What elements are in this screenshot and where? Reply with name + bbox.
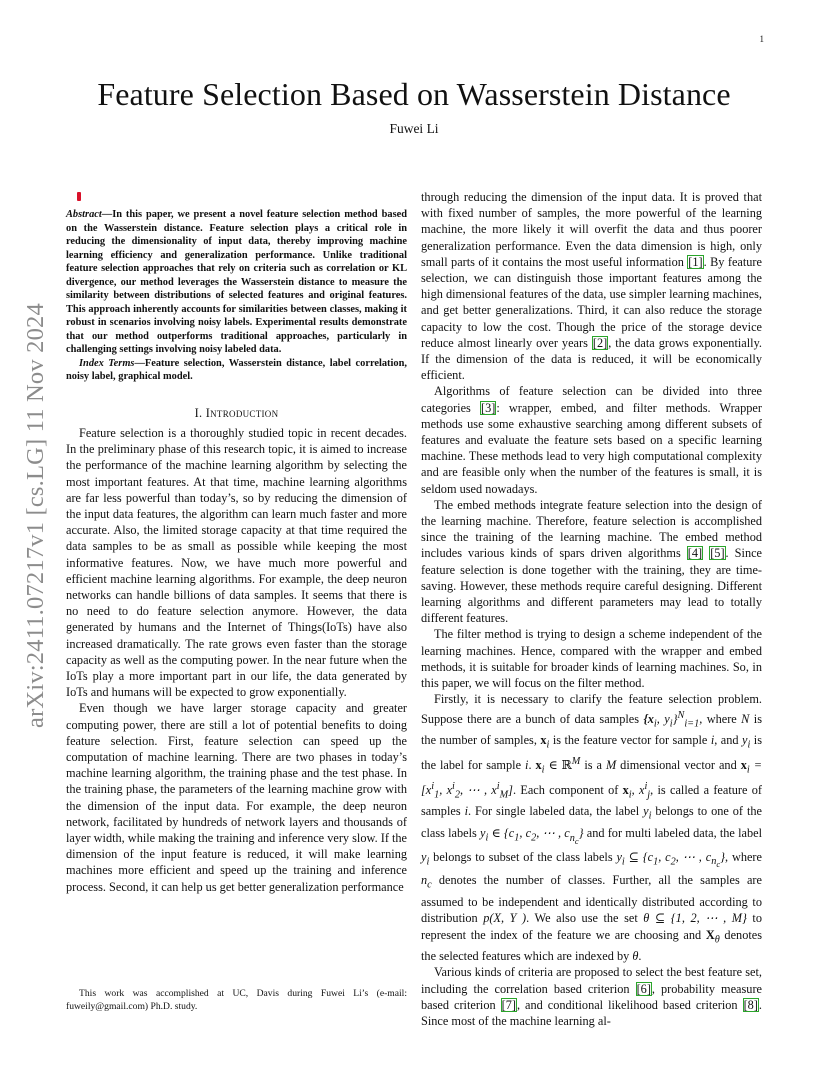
paper-title: Feature Selection Based on Wasserstein Distance xyxy=(97,76,731,112)
citation-link[interactable]: [6] xyxy=(636,981,651,996)
body-paragraph-embed: The embed methods integrate feature selection into the design of the learning machine. Therefore, feature selection is accomplished since the training of the learning machine. The embed method includes various kinds of spars driven algorithms [4] [5]. Since feature selection is done together with the training, they are time-saving. However, these methods require careful designing. Different learning algorithms and different parameters may lead to totally different features. xyxy=(421,497,763,626)
page-number: 1 xyxy=(759,34,764,44)
section-heading xyxy=(66,405,407,421)
citation-link[interactable]: [8] xyxy=(743,997,758,1012)
intro-paragraph-1: Feature selection is a thoroughly studied topic in recent decades. In the preliminary phase of this research topic, it is aimed to increase the performance of the machine learning algorithm by selecting the most important features. At that time, machine learning algorithms are far less powerful than today’s, so by reducing the dimension of the input data features, the algorithm can learn much faster and more accurate. Also, the limited storage capacity at that time required the data samples to be as small as possible while keeping the most informative features. Now, we have much more powerful and efficient machine learning algorithms. For example, the deep neuron networks can handle billions of data samples. It seems that there is no need to do feature selection anymore. However, the data generated by humans and the Internet of Things(IoTs) have also increased dramatically. The rate grows even faster than the storage capacity as well as the computing power. In the near future when the IoTs play a more important part in our life, the data generated by IoTs and humans will be expected to grow exponentially. xyxy=(66,425,407,700)
footnote: This work was accomplished at UC, Davis during Fuwei Li’s (e-mail: fuweily@gmail.com) Ph.D. study. xyxy=(66,988,407,1012)
arxiv-identifier-stamp: arXiv:2411.07217v1 [cs.LG] 11 Nov 2024 xyxy=(22,303,49,728)
abstract xyxy=(66,208,407,357)
citation-link[interactable]: [4] xyxy=(687,546,703,561)
left-column xyxy=(66,192,407,895)
body-paragraph-filter: The filter method is trying to design a scheme independent of the learning machines. Hence, compared with the wrapper and embed methods, it is suitable for broader kinds of learning machines. So, in this paper, we will focus on the filter method. xyxy=(421,627,762,691)
body-paragraph-categories: Algorithms of feature selection can be divided into three categories [3]: wrapper, embed, and filter methods. Wrapper methods use some exhaustive searching among different subsets of features and evaluate the feature sets based on a specific learning machine. These methods lead to very high computational complexity and are feasible only when the number of the features is small, it is seldom used nowadays. xyxy=(421,384,762,496)
index-terms-lead: Index Terms xyxy=(79,357,135,369)
body-paragraph-problem: Firstly, it is necessary to clarify the feature selection problem. Suppose there are a bunch of data samples {$x_i$, $y_i\}^N_{i=1}$, where N is the number of samples, $x_i$ is the feature vector for sample i, and $y_i$ is the label for sample i. $x_i$ ∈ ℝ$^M$ is a M dimensional vector and $x_i = [x^i_1$, $x^i_2$, ⋯ , $x^i_M$]. Each component of $x_i$, $x^i_j$, is called a feature of samples i. For single labeled data, the label $y_i$ belongs to one of the class labels $y_i$ ∈ {$c_1$, $c_2$, ⋯ , $c_{n_c}$} and for multi labeled data, the label $y_i$ belongs to subset of the class labels $y_i$ ⊆ {$c_1$, $c_2$, ⋯ , $c_{n_c}$}, where $n_c$ denotes the number of classes. Further, all the samples are assumed to be independent and identically distributed according to distribution p(X, Y ). We also use the set θ ⊆ {1, 2, ⋯ , M} to represent the index of the feature we are choosing and $X_\theta$ denotes the selected features which are indexed by θ. xyxy=(421,692,763,964)
body-paragraph-criteria: Various kinds of criteria are proposed to select the best feature set, including the correlation based criterion [6], probability measure based criterion [7], and conditional likelihood based criterion [8]. Since most of the machine learning al- xyxy=(421,965,762,1028)
index-terms xyxy=(66,357,407,384)
paper-author: Fuwei Li xyxy=(389,121,439,136)
body-paragraph-continued: through reducing the dimension of the input data. It is proved that with fixed number of samples, the more powerful of the learning machine, the more likely it will overfit the data and thus poorer generalization performance. Even the data dimension is high, only small parts of it contains the most useful information [1]. By feature selection, we can distinguish those important features among the high dimensional features of the data, use simpler learning machines, and get better generalizations. Third, it can also reduce the storage capacity to low the cost. Though the price of the storage device reduce almost linearly over years [2], the data grows exponentially. If the dimension of the data is reduced, it will be economically efficient. xyxy=(421,190,763,383)
citation-link[interactable]: [7] xyxy=(501,997,516,1012)
abstract-lead: Abstract xyxy=(66,209,102,221)
citation-link[interactable]: [3] xyxy=(480,400,496,415)
citation-link[interactable]: [5] xyxy=(710,546,725,561)
citation-link[interactable]: [2] xyxy=(592,335,608,350)
section-number: I. xyxy=(194,405,203,420)
index-terms-text: —Feature selection, Wasserstein distance, label correlation, noisy label, graphical model. xyxy=(66,357,407,383)
section-title: Introduction xyxy=(205,405,279,420)
right-column xyxy=(421,189,762,1029)
citation-link[interactable]: [1] xyxy=(688,254,703,269)
intro-paragraph-2: Even though we have larger storage capacity and greater computing power, there are still a lot of potential benefits to doing feature selection. First, feature selection can speed up the computation of machine learning. There are two phases in today’s machine learning algorithm, the training phase and the test phase. In the training phase, the parameters of the learning machine grow with the dimension of the input data. For example, the deep neuron network, facilitated by hundreds of network layers and thousands of layer width, while making the training and inference very slow. If the dimension of the input feature is reduced, it will make learning machines more efficient and speed up the training and inference process. Second, it can help us get better generalization performance xyxy=(66,701,408,894)
annotation-marker-icon xyxy=(77,192,81,201)
abstract-text: —In this paper, we present a novel feature selection method based on the Wasserstein distance. Feature selection plays a critical role in reducing the dimensionality of input data, thereby improving machine learning efficiency and generalization performance. Unlike traditional feature selection approaches that rely on criteria such as correlation or KL divergence, our method leverages the Wasserstein distance to measure the similarity between distributions of selected features and original features. This approach inherently accounts for similarities between classes, making it robust in scenarios involving noisy labels. Experimental results demonstrate that our method outperforms traditional approaches, particularly in challenging settings involving noisy labeled data. xyxy=(66,209,407,356)
